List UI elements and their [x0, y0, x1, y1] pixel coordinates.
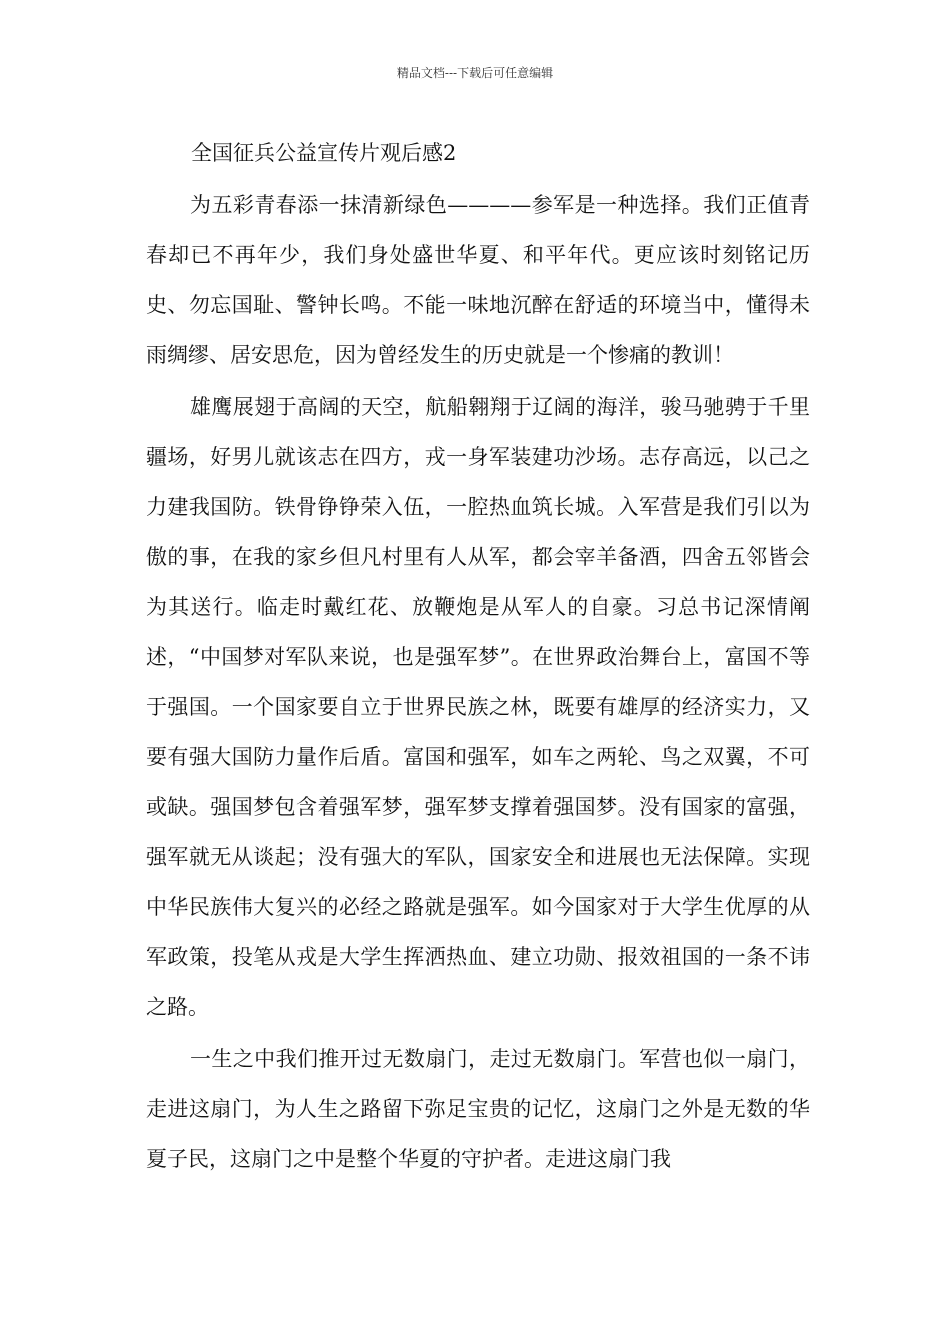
document-title: 全国征兵公益宣传片观后感2	[191, 141, 457, 165]
document-body	[146, 180, 810, 1184]
paragraph-2: 雄鹰展翅于高阔的天空，航船翱翔于辽阔的海洋，骏马驰骋于千里疆场，好男儿就该志在四方，戎一身军装建功沙场。志存高远，以己之力建我国防。铁骨铮铮荣入伍，一腔热血筑长城。入军营是我们引以为傲的事，在我的家乡但凡村里有人从军，都会宰羊备酒，四舍五邻皆会为其送行。临走时戴红花、放鞭炮是从军人的自豪。习总书记深情阐述，“中国梦对军队来说，也是强军梦”。在世界政治舞台上，富国不等于强国。一个国家要自立于世界民族之林，既要有雄厚的经济实力，又要有强大国防力量作后盾。富国和强军，如车之两轮、鸟之双翼，不可或缺。强国梦包含着强军梦，强军梦支撑着强国梦。没有国家的富强，强军就无从谈起；没有强大的军队，国家安全和进展也无法保障。实现中华民族伟大复兴的必经之路就是强军。如今国家对于大学生优厚的从军政策，投笔从戎是大学生挥洒热血、建立功勋、报效祖国的一条不讳之路。	[146, 395, 810, 1019]
page-header-note: 精品文档---下载后可任意编辑	[396, 66, 554, 80]
paragraph-1: 为五彩青春添一抹清新绿色————参军是一种选择。我们正值青春却已不再年少，我们身处盛世华夏、和平年代。更应该时刻铭记历史、勿忘国耻、警钟长鸣。不能一味地沉醉在舒适的环境当中，懂得未雨绸缪、居安思危，因为曾经发生的历史就是一个惨痛的教训！	[146, 193, 810, 367]
paragraph-3: 一生之中我们推开过无数扇门，走过无数扇门。军营也似一扇门，走进这扇门，为人生之路留下弥足宝贵的记忆，这扇门之外是无数的华夏子民，这扇门之中是整个华夏的守护者。走进这扇门我	[146, 1047, 810, 1171]
